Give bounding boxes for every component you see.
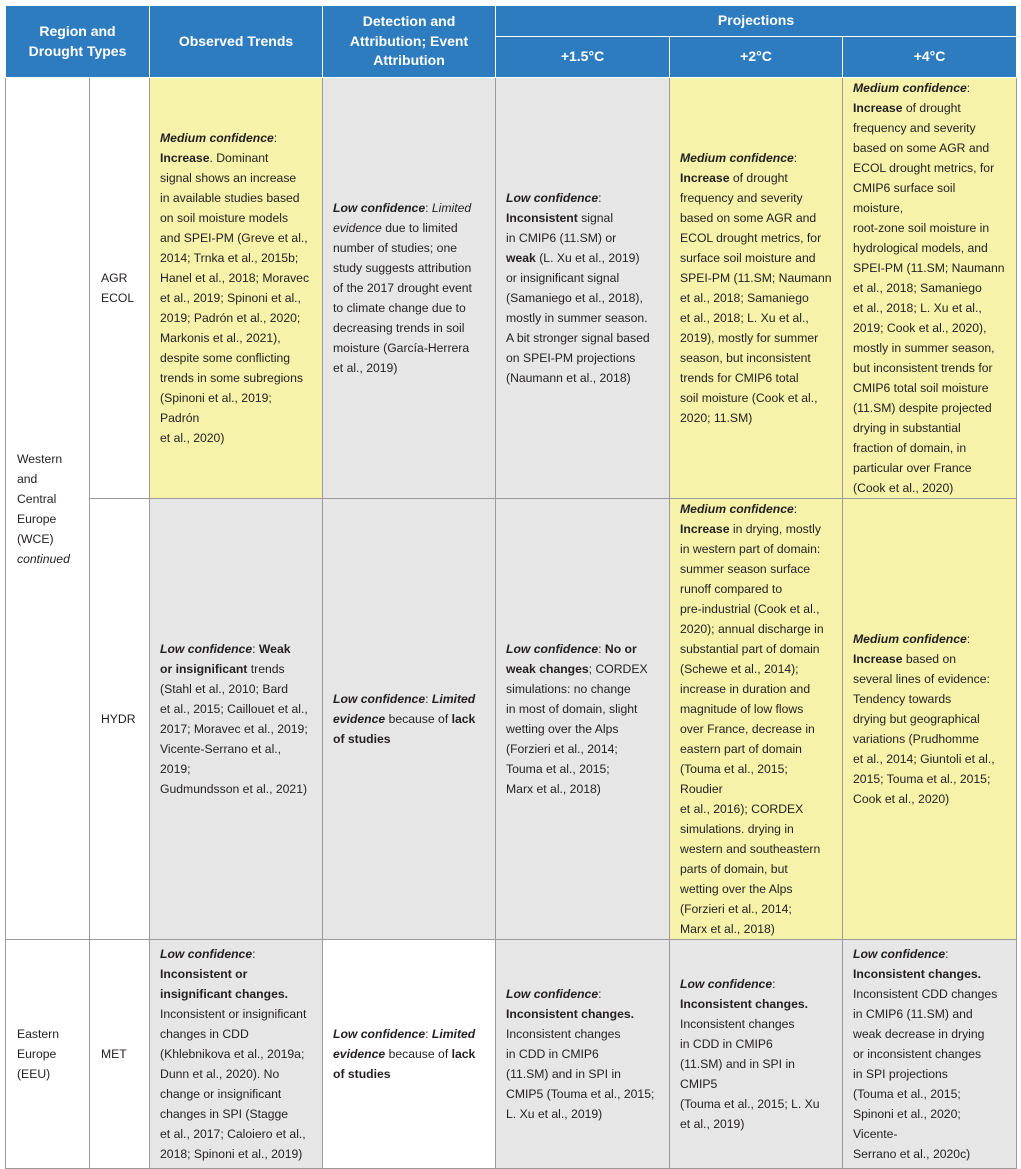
header-projection-1-5c: +1.5°C (496, 37, 670, 78)
projection-2c-cell: Medium confidence: Increase in drying, mostly in western part of domain: summer season surface runoff compared to pre-industrial (Cook et al., 2020); annual discharge in substantial part of domain (Schewe et al., 2014); increase in duration and magnitude of low flows over France, decrease in eastern part of domain (Touma et al., 2015; Roudier et al., 2016); CORDEX simulations. drying in western and southeastern parts of domain, but wetting over the Alps (Forzieri et al., 2014; Marx et al., 2018) (670, 499, 843, 940)
region-cell-eeu (6, 940, 90, 1169)
drought-type-cell: HYDR (90, 499, 150, 940)
table-row (6, 78, 1017, 499)
projection-1-5c-cell: Low confidence: No or weak changes; CORDEX simulations: no change in most of domain, slight wetting over the Alps (Forzieri et al., 2014; Touma et al., 2015; Marx et al., 2018) (496, 499, 670, 940)
detection-attribution-cell: Low confidence: Limited evidence because of lack of studies (323, 940, 496, 1169)
header-projection-2c: +2°C (670, 37, 843, 78)
header-projection-4c: +4°C (843, 37, 1017, 78)
region-continued-label: continued (17, 551, 70, 566)
header-projections: Projections (496, 6, 1017, 37)
region-name: Western and Central Europe (WCE) (17, 451, 63, 546)
detection-attribution-cell: Low confidence: Limited evidence due to limited number of studies; one study suggests attribution of the 2017 drought event to climate change due to decreasing trends in soil moisture (García-Herrera et al., 2019) (323, 78, 496, 499)
observed-trends-cell: Low confidence: Weak or insignificant trends (Stahl et al., 2010; Bard et al., 2015; Caillouet et al., 2017; Moravec et al., 2019; Vicente-Serrano et al., 2019; Gudmundsson et al., 2021) (150, 499, 323, 940)
projection-2c-cell: Low confidence: Inconsistent changes. Inconsistent changes in CDD in CMIP6 (11.SM) and in SPI in CMIP5 (Touma et al., 2015; L. Xu et al., 2019) (670, 940, 843, 1169)
projection-1-5c-cell: Low confidence: Inconsistent changes. Inconsistent changes in CDD in CMIP6 (11.SM) and in SPI in CMIP5 (Touma et al., 2015; L. Xu et al., 2019) (496, 940, 670, 1169)
detection-attribution-cell: Low confidence: Limited evidence because of lack of studies (323, 499, 496, 940)
region-cell-wce (6, 78, 90, 940)
drought-assessment-table (5, 5, 1017, 1169)
projection-4c-cell: Medium confidence: Increase based on several lines of evidence: Tendency towards drying but geographical variations (Prudhomme et al., 2014; Giuntoli et al., 2015; Touma et al., 2015; Cook et al., 2020) (843, 499, 1017, 940)
projection-2c-cell: Medium confidence: Increase of drought frequency and severity based on some AGR and ECOL drought metrics, for surface soil moisture and SPEI-PM (11.SM; Naumann et al., 2018; Samaniego et al., 2018; L. Xu et al., 2019), mostly for summer season, but inconsistent trends for CMIP6 total soil moisture (Cook et al., 2020; 11.SM) (670, 78, 843, 499)
projection-1-5c-cell: Low confidence: Inconsistent signal in CMIP6 (11.SM) or weak (L. Xu et al., 2019) or insignificant signal (Samaniego et al., 2018), mostly in summer season. A bit stronger signal based on SPEI-PM projections (Naumann et al., 2018) (496, 78, 670, 499)
observed-trends-cell: Low confidence: Inconsistent or insignificant changes. Inconsistent or insignificant changes in CDD (Khlebnikova et al., 2019a; Dunn et al., 2020). No change or insignificant changes in SPI (Stagge et al., 2017; Caloiero et al., 2018; Spinoni et al., 2019) (150, 940, 323, 1169)
projection-4c-cell: Low confidence: Inconsistent changes. Inconsistent CDD changes in CMIP6 (11.SM) and weak decrease in drying or inconsistent changes in SPI projections (Touma et al., 2015; Spinoni et al., 2020; Vicente- Serrano et al., 2020c) (843, 940, 1017, 1169)
header-detection-attribution: Detection and Attribution; Event Attribution (323, 6, 496, 78)
header-region-types: Region and Drought Types (6, 6, 150, 78)
projection-4c-cell: Medium confidence: Increase of drought frequency and severity based on some AGR and ECOL drought metrics, for CMIP6 surface soil moisture, root-zone soil moisture in hydrological models, and SPEI-PM (11.SM; Naumann et al., 2018; Samaniego et al., 2018; L. Xu et al., 2019; Cook et al., 2020), mostly in summer season, but inconsistent trends for CMIP6 total soil moisture (11.SM) despite projected drying in substantial fraction of domain, in particular over France (Cook et al., 2020) (843, 78, 1017, 499)
observed-trends-cell: Medium confidence: Increase. Dominant signal shows an increase in available studies based on soil moisture models and SPEI-PM (Greve et al., 2014; Trnka et al., 2015b; Hanel et al., 2018; Moravec et al., 2019; Spinoni et al., 2019; Padrón et al., 2020; Markonis et al., 2021), despite some conflicting trends in some subregions (Spinoni et al., 2019; Padrón et al., 2020) (150, 78, 323, 499)
region-name: Eastern Europe (EEU) (17, 1027, 60, 1081)
table-row (6, 499, 1017, 940)
drought-type-cell: MET (90, 940, 150, 1169)
header-observed-trends: Observed Trends (150, 6, 323, 78)
drought-type-cell: AGR ECOL (90, 78, 150, 499)
table-row (6, 940, 1017, 1169)
